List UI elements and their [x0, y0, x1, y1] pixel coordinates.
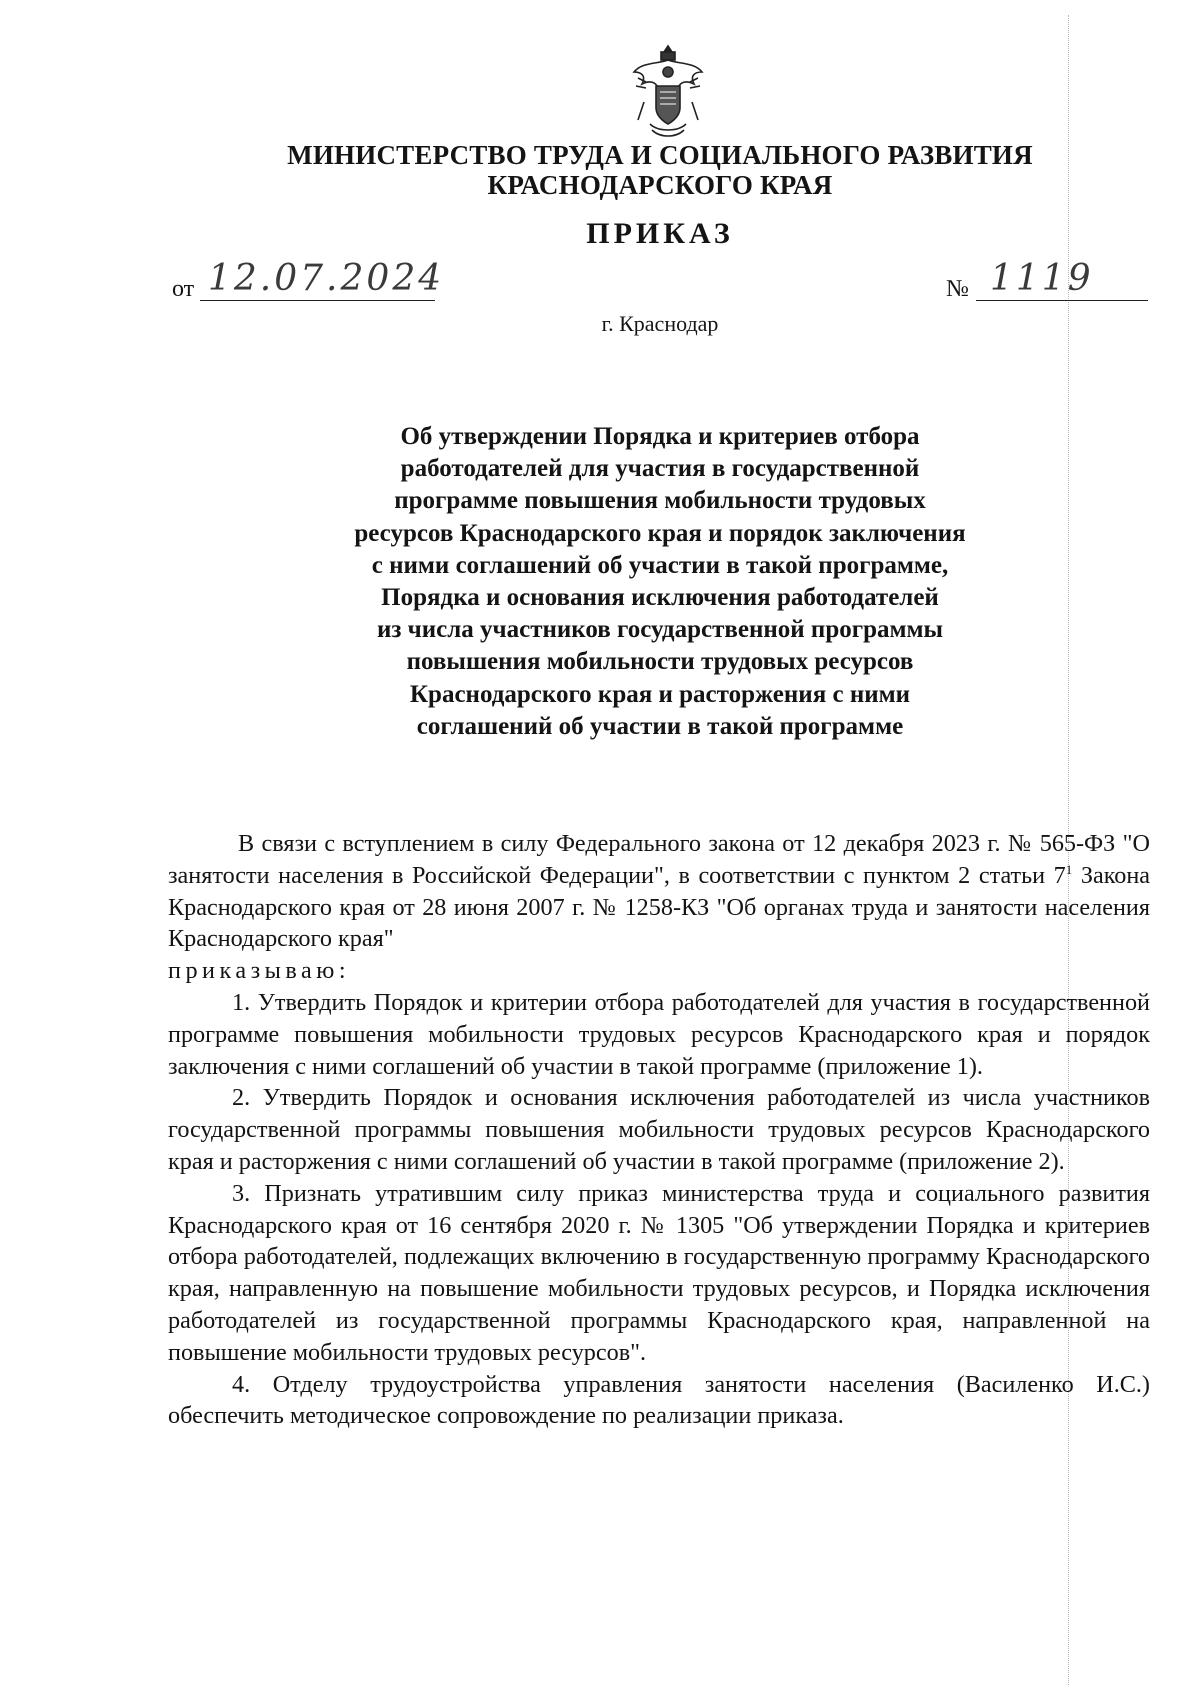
article-superscript: 1 [1065, 861, 1073, 877]
handwritten-date: 12.07.2024 [208, 258, 445, 299]
date-underline [200, 300, 435, 301]
subject-line: из числа участников государственной программы [376, 616, 944, 644]
subject-line: Об утверждении Порядка и критериев отбора [400, 423, 920, 450]
order-item-2: 2. Утвердить Порядок и основания исключения работодателей из числа участников государственной программы повышения мобильности трудовых ресурсов Краснодарского края и расторжения с ними соглашений об участии в такой программе (приложение 2). [168, 1084, 1150, 1175]
number-label: № [946, 276, 969, 302]
subject-line: Порядка и основания исключения работодателей [381, 584, 939, 612]
subject-line: соглашений об участии в такой программе [416, 712, 904, 740]
subject-line: программе повышения мобильности трудовых [394, 487, 926, 515]
subject-line: с ними соглашений об участии в такой программе, [371, 551, 949, 579]
ministry-name-line1: МИНИСТЕРСТВО ТРУДА И СОЦИАЛЬНОГО РАЗВИТИЯ [287, 140, 1033, 170]
order-verb: приказываю: [168, 957, 351, 985]
ministry-name [200, 140, 1120, 200]
order-item-1: 1. Утвердить Порядок и критерии отбора работодателей для участия в государственной программе повышения мобильности трудовых ресурсов Краснодарского края и порядок заключения с ними соглашений об участии в такой программе (приложение 1). [168, 988, 1150, 1080]
subject-line: повышения мобильности трудовых ресурсов [406, 648, 914, 676]
date-label: от [172, 276, 195, 302]
document-type-title: ПРИКАЗ [586, 217, 734, 250]
order-subject [270, 421, 1050, 743]
order-body [168, 828, 1150, 1432]
number-underline [976, 300, 1148, 301]
ministry-name-line2: КРАСНОДАРСКОГО КРАЯ [487, 170, 833, 200]
city-name: г. Краснодар [601, 311, 719, 336]
preamble-text-a: В связи с вступлением в силу Федерального закона от 12 декабря 2023 г. № 565-ФЗ "О занятости населения в Российской Федерации", в соответствии с пунктом 2 статьи 7 [168, 830, 1150, 889]
handwritten-number: 1119 [990, 258, 1094, 299]
preamble-paragraph [168, 828, 1150, 955]
subject-line: Краснодарского края и расторжения с ними [409, 680, 911, 708]
coat-of-arms-icon [628, 42, 708, 142]
preamble-text-b: Закона Краснодарского края от 28 июня 2007 г. № 1258-КЗ "Об органах труда и занятости населения Краснодарского края" [168, 861, 1151, 953]
order-item-3: 3. Признать утратившим силу приказ министерства труда и социального развития Краснодарского края от 16 сентября 2020 г. № 1305 "Об утверждении Порядка и критериев отбора работодателей, подлежащих включению в государственную программу Краснодарского края, направленную на повышение мобильности трудовых ресурсов, и Порядка исключения работодателей из государственной программы Краснодарского края, направленной на повышение мобильности трудовых ресурсов". [168, 1179, 1150, 1366]
subject-line: ресурсов Краснодарского края и порядок заключения [354, 519, 966, 547]
subject-line: работодателей для участия в государственной [400, 455, 920, 483]
order-item-4: 4. Отделу трудоустройства управления занятости населения (Василенко И.С.) обеспечить методическое сопровождение по реализации приказа. [168, 1370, 1150, 1430]
order-verb-paragraph [168, 955, 1150, 987]
